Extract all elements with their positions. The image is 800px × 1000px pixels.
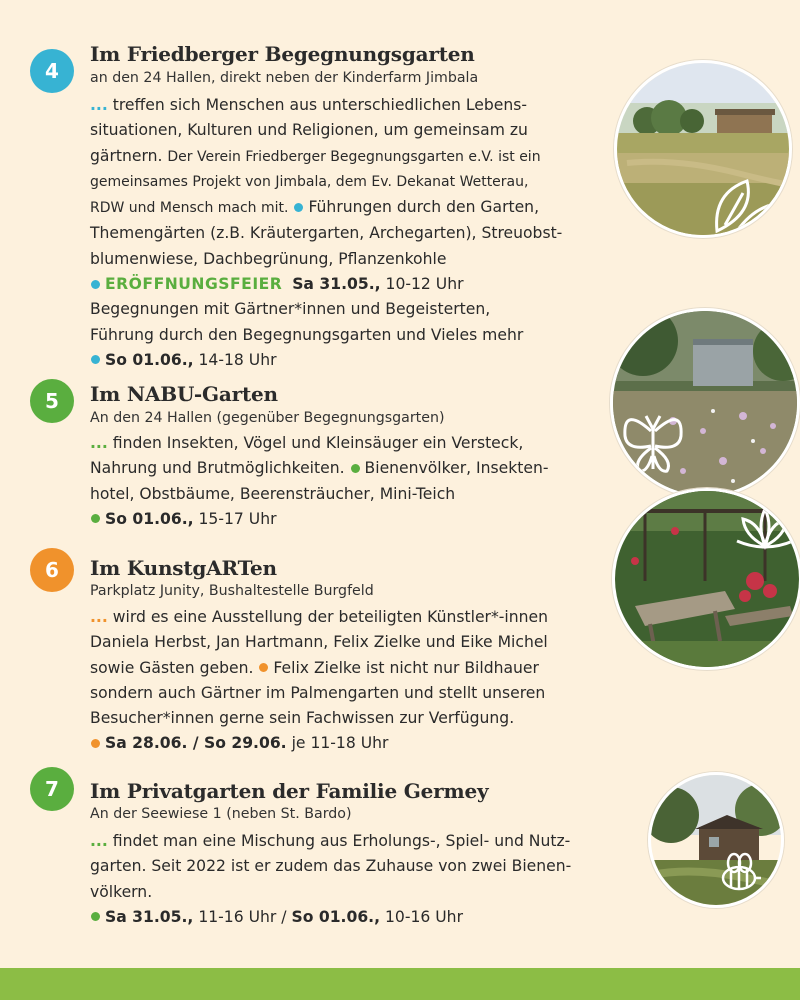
- entry-address: an den 24 Hallen, direkt neben der Kinderfarm Jimbala: [90, 70, 479, 86]
- number-badge: 7: [30, 767, 74, 811]
- event-highlight: ERÖFFNUNGSFEIER: [105, 275, 283, 294]
- footer-bar: [0, 968, 800, 1000]
- bullet-dot: [91, 739, 100, 748]
- number-badge: 6: [30, 548, 74, 592]
- entry-description: ... treffen sich Menschen aus unterschiedlichen Lebens- situationen, Kulturen und Religionen, um gemeinsam zu gärtnern. Der Verein Friedberger Begegnungsgarten e.V. ist ein gemeinsames Projekt von Jimbala, dem Ev. Dekanat Wetterau, RDW und Mensch mach mit. Führungen durch den Garten, Themengärten (z.B. Kräutergarten, Archegarten), Streuobst- blumenwiese, Dachbegrünung, Pflanzenkohle ERÖFFNUNGSFEIER Sa 31.05., 10-12 Uhr Begegnungen mit Gärtner*innen und Begeisterten, Führung durch den Begegnungsgarten und Vieles mehr So 01.06., 14-18 Uhr: [90, 96, 563, 369]
- entry-description: ... finden Insekten, Vögel und Kleinsäuger ein Versteck, Nahrung und Brutmöglichkeiten. Bienenvölker, Insekten- hotel, Obstbäume, Beerensträucher, Mini-Teich So 01.06., 15-17 Uhr: [90, 434, 549, 528]
- garden-photo: [648, 772, 784, 908]
- entry-address: An den 24 Hallen (gegenüber Begegnungsgarten): [90, 410, 445, 426]
- bullet-dot: [91, 912, 100, 921]
- entry-title: Im Privatgarten der Familie Germey: [90, 779, 489, 803]
- bullet-dot: [294, 203, 303, 212]
- entry-title: Im Friedberger Begegnungsgarten: [90, 42, 475, 66]
- entry-description: ... findet man eine Mischung aus Erholungs-, Spiel- und Nutz- garten. Seit 2022 ist er zudem das Zuhause von zwei Bienen- völkern. Sa 31.05., 11-16 Uhr / So 01.06., 10-16 Uhr: [90, 832, 572, 926]
- bullet-dot: [91, 514, 100, 523]
- garden-photo: [612, 488, 800, 670]
- entry-address: Parkplatz Junity, Bushaltestelle Burgfeld: [90, 583, 374, 599]
- bullet-dot: [91, 355, 100, 364]
- entry-description: ... wird es eine Ausstellung der beteiligten Künstler*-innen Daniela Herbst, Jan Hartmann, Felix Zielke und Eike Michel sowie Gästen geben. Felix Zielke ist nicht nur Bildhauer sondern auch Gärtner im Palmengarten und stellt unseren Besucher*innen gerne sein Fachwissen zur Verfügung. Sa 28.06. / So 29.06. je 11-18 Uhr: [90, 608, 548, 753]
- number-badge: 4: [30, 49, 74, 93]
- garden-photo: [614, 60, 792, 238]
- entry-address: An der Seewiese 1 (neben St. Bardo): [90, 806, 352, 822]
- bullet-dot: [91, 280, 100, 289]
- bullet-dot: [351, 464, 360, 473]
- entry-title: Im KunstgARTen: [90, 556, 277, 580]
- entry-title: Im NABU-Garten: [90, 382, 278, 406]
- garden-photo: [610, 308, 800, 498]
- number-badge: 5: [30, 379, 74, 423]
- bullet-dot: [259, 663, 268, 672]
